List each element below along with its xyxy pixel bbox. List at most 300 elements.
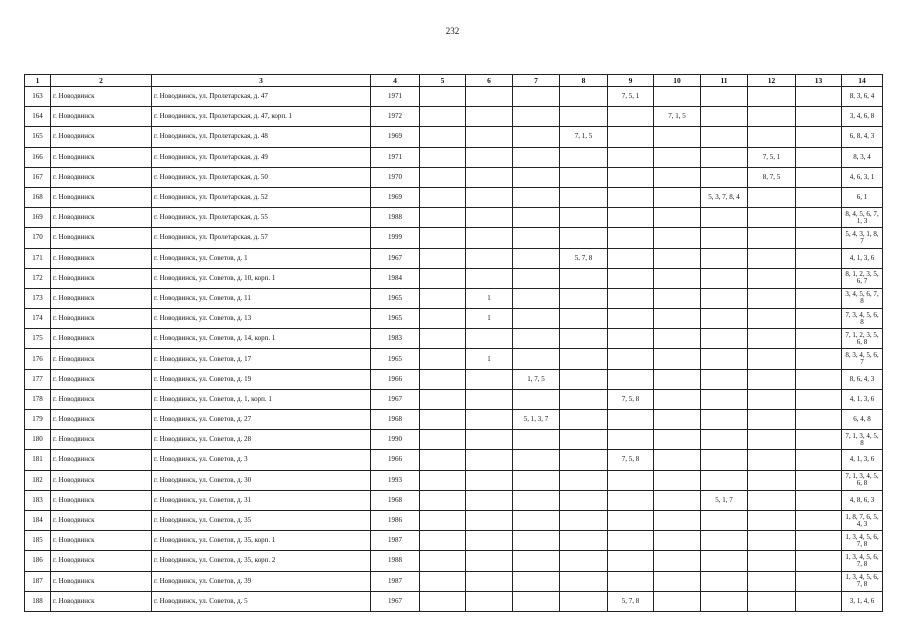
- table-cell-col-11: [701, 349, 748, 369]
- table-cell-col-5: [420, 127, 466, 147]
- table-cell-col-12: [748, 510, 796, 530]
- table-cell-col-8: [560, 551, 608, 571]
- table-cell-col-9: 7, 5, 8: [608, 450, 654, 470]
- table-cell-col-10: [654, 389, 701, 409]
- table-cell-col-7: [513, 288, 560, 308]
- table-cell-col-8: [560, 369, 608, 389]
- table-cell-col-10: [654, 187, 701, 207]
- table-cell-col-2: г. Новодвинск: [51, 107, 152, 127]
- table-row: [25, 208, 883, 228]
- table-cell-col-1: 188: [25, 591, 51, 611]
- table-cell-col-5: [420, 450, 466, 470]
- table-cell-col-7: [513, 208, 560, 228]
- table-cell-col-14: 6, 8, 4, 3: [842, 127, 883, 147]
- table-cell-col-7: [513, 591, 560, 611]
- table-cell-col-4: 1966: [371, 450, 420, 470]
- table-cell-col-3: г. Новодвинск, ул. Пролетарская, д. 57: [152, 228, 371, 248]
- table-cell-col-8: [560, 591, 608, 611]
- table-cell-col-10: [654, 147, 701, 167]
- table-cell-col-11: [701, 531, 748, 551]
- table-cell-col-3: г. Новодвинск, ул. Пролетарская, д. 52: [152, 187, 371, 207]
- table-cell-col-14: 7, 1, 3, 4, 5, 6, 8: [842, 470, 883, 490]
- table-cell-col-13: [796, 228, 842, 248]
- column-header-9: 9: [608, 75, 654, 87]
- table-cell-col-5: [420, 268, 466, 288]
- table-cell-col-3: г. Новодвинск, ул. Советов, д. 35: [152, 510, 371, 530]
- table-cell-col-1: 168: [25, 187, 51, 207]
- table-row: [25, 187, 883, 207]
- table-cell-col-11: [701, 329, 748, 349]
- table-cell-col-1: 172: [25, 268, 51, 288]
- table-cell-col-2: г. Новодвинск: [51, 309, 152, 329]
- table-cell-col-12: [748, 187, 796, 207]
- table-cell-col-5: [420, 389, 466, 409]
- table-cell-col-5: [420, 228, 466, 248]
- table-cell-col-10: [654, 228, 701, 248]
- table-cell-col-13: [796, 369, 842, 389]
- table-cell-col-9: [608, 167, 654, 187]
- table-cell-col-7: [513, 268, 560, 288]
- table-cell-col-9: [608, 147, 654, 167]
- table-cell-col-4: 1968: [371, 490, 420, 510]
- table-cell-col-6: [466, 369, 513, 389]
- table-cell-col-3: г. Новодвинск, ул. Советов, д. 39: [152, 571, 371, 591]
- table-cell-col-6: [466, 410, 513, 430]
- table-row: [25, 551, 883, 571]
- table-cell-col-4: 1965: [371, 309, 420, 329]
- table-cell-col-14: 4, 8, 6, 3: [842, 490, 883, 510]
- table-row: [25, 510, 883, 530]
- table-cell-col-12: [748, 208, 796, 228]
- table-cell-col-14: 5, 4, 3, 1, 8, 7: [842, 228, 883, 248]
- table-cell-col-2: г. Новодвинск: [51, 288, 152, 308]
- table-cell-col-3: г. Новодвинск, ул. Советов, д. 35, корп. 1: [152, 531, 371, 551]
- table-cell-col-9: [608, 490, 654, 510]
- table-cell-col-8: [560, 268, 608, 288]
- table-cell-col-5: [420, 248, 466, 268]
- table-cell-col-5: [420, 510, 466, 530]
- table-cell-col-14: 3, 4, 5, 6, 7, 8: [842, 288, 883, 308]
- table-cell-col-14: 8, 6, 4, 3: [842, 369, 883, 389]
- table-cell-col-14: 8, 1, 2, 3, 5, 6, 7: [842, 268, 883, 288]
- table-cell-col-4: 1968: [371, 410, 420, 430]
- table-cell-col-9: [608, 288, 654, 308]
- table-cell-col-3: г. Новодвинск, ул. Советов, д. 1: [152, 248, 371, 268]
- table-cell-col-14: 7, 1, 3, 4, 5, 8: [842, 430, 883, 450]
- table-cell-col-6: [466, 167, 513, 187]
- table-cell-col-13: [796, 187, 842, 207]
- table-cell-col-5: [420, 490, 466, 510]
- table-cell-col-13: [796, 450, 842, 470]
- table-cell-col-1: 166: [25, 147, 51, 167]
- table-cell-col-4: 1965: [371, 288, 420, 308]
- column-header-4: 4: [371, 75, 420, 87]
- table-cell-col-13: [796, 571, 842, 591]
- table-cell-col-6: [466, 531, 513, 551]
- table-cell-col-14: 1, 3, 4, 5, 6, 7, 8: [842, 551, 883, 571]
- table-cell-col-10: [654, 591, 701, 611]
- table-cell-col-11: [701, 228, 748, 248]
- table-cell-col-11: [701, 369, 748, 389]
- table-cell-col-7: [513, 248, 560, 268]
- table-cell-col-14: 4, 1, 3, 6: [842, 450, 883, 470]
- table-cell-col-11: [701, 248, 748, 268]
- table-cell-col-12: [748, 127, 796, 147]
- table-cell-col-12: [748, 248, 796, 268]
- table-cell-col-6: 1: [466, 349, 513, 369]
- table-cell-col-2: г. Новодвинск: [51, 87, 152, 107]
- table-cell-col-5: [420, 329, 466, 349]
- table-cell-col-13: [796, 268, 842, 288]
- table-cell-col-10: [654, 268, 701, 288]
- column-header-10: 10: [654, 75, 701, 87]
- table-cell-col-5: [420, 167, 466, 187]
- table-cell-col-12: [748, 369, 796, 389]
- table-cell-col-12: [748, 551, 796, 571]
- table-cell-col-9: [608, 329, 654, 349]
- table-cell-col-13: [796, 329, 842, 349]
- table-cell-col-5: [420, 531, 466, 551]
- table-cell-col-4: 1988: [371, 551, 420, 571]
- table-cell-col-7: [513, 430, 560, 450]
- table-cell-col-2: г. Новодвинск: [51, 147, 152, 167]
- table-body: [25, 87, 883, 612]
- table-cell-col-3: г. Новодвинск, ул. Советов, д. 31: [152, 490, 371, 510]
- table-cell-col-14: 1, 3, 4, 5, 6, 7, 8: [842, 571, 883, 591]
- table-cell-col-9: [608, 430, 654, 450]
- table-cell-col-6: [466, 490, 513, 510]
- table-cell-col-3: г. Новодвинск, ул. Пролетарская, д. 47, корп. 1: [152, 107, 371, 127]
- table-cell-col-14: 8, 3, 6, 4: [842, 87, 883, 107]
- table-row: [25, 127, 883, 147]
- table-row: [25, 309, 883, 329]
- table-cell-col-5: [420, 147, 466, 167]
- table-cell-col-7: [513, 531, 560, 551]
- table-cell-col-1: 179: [25, 410, 51, 430]
- table-cell-col-4: 1967: [371, 248, 420, 268]
- table-cell-col-1: 170: [25, 228, 51, 248]
- table-row: [25, 531, 883, 551]
- table-cell-col-8: [560, 470, 608, 490]
- table-row: [25, 369, 883, 389]
- table-cell-col-8: [560, 389, 608, 409]
- table-cell-col-1: 171: [25, 248, 51, 268]
- table-cell-col-4: 1965: [371, 349, 420, 369]
- table-cell-col-1: 174: [25, 309, 51, 329]
- table-cell-col-12: [748, 450, 796, 470]
- table-cell-col-11: [701, 571, 748, 591]
- table-cell-col-7: [513, 470, 560, 490]
- table-cell-col-12: [748, 87, 796, 107]
- table-cell-col-4: 1987: [371, 531, 420, 551]
- table-cell-col-10: 7, 1, 5: [654, 107, 701, 127]
- table-cell-col-11: 5, 3, 7, 8, 4: [701, 187, 748, 207]
- table-cell-col-12: 7, 5, 1: [748, 147, 796, 167]
- table-cell-col-8: [560, 490, 608, 510]
- table-cell-col-2: г. Новодвинск: [51, 369, 152, 389]
- table-cell-col-1: 187: [25, 571, 51, 591]
- table-cell-col-6: [466, 248, 513, 268]
- table-cell-col-14: 1, 3, 4, 5, 6, 7, 8: [842, 531, 883, 551]
- table-cell-col-5: [420, 288, 466, 308]
- table-cell-col-7: [513, 127, 560, 147]
- table-cell-col-2: г. Новодвинск: [51, 127, 152, 147]
- table-row: [25, 288, 883, 308]
- table-cell-col-13: [796, 510, 842, 530]
- table-cell-col-2: г. Новодвинск: [51, 228, 152, 248]
- table-cell-col-11: [701, 551, 748, 571]
- table-cell-col-7: [513, 510, 560, 530]
- table-row: [25, 329, 883, 349]
- table-cell-col-11: [701, 127, 748, 147]
- table-cell-col-3: г. Новодвинск, ул. Советов, д. 10, корп. 1: [152, 268, 371, 288]
- table-cell-col-3: г. Новодвинск, ул. Советов, д. 27: [152, 410, 371, 430]
- table-cell-col-6: [466, 329, 513, 349]
- table-cell-col-6: [466, 571, 513, 591]
- table-cell-col-1: 164: [25, 107, 51, 127]
- table-cell-col-12: [748, 107, 796, 127]
- table-cell-col-12: [748, 228, 796, 248]
- table-cell-col-1: 173: [25, 288, 51, 308]
- table-cell-col-14: 7, 1, 2, 3, 5, 6, 8: [842, 329, 883, 349]
- table-cell-col-8: [560, 87, 608, 107]
- table-row: [25, 591, 883, 611]
- table-row: [25, 268, 883, 288]
- column-header-11: 11: [701, 75, 748, 87]
- table-cell-col-10: [654, 369, 701, 389]
- table-cell-col-10: [654, 430, 701, 450]
- table-cell-col-11: [701, 288, 748, 308]
- column-header-12: 12: [748, 75, 796, 87]
- table-cell-col-14: 8, 3, 4, 5, 6, 7: [842, 349, 883, 369]
- table-cell-col-10: [654, 167, 701, 187]
- table-cell-col-13: [796, 309, 842, 329]
- table-row: [25, 248, 883, 268]
- table-cell-col-8: [560, 510, 608, 530]
- table-cell-col-5: [420, 208, 466, 228]
- table-cell-col-3: г. Новодвинск, ул. Советов, д. 11: [152, 288, 371, 308]
- table-cell-col-6: [466, 87, 513, 107]
- table-row: [25, 87, 883, 107]
- table-cell-col-8: [560, 208, 608, 228]
- table-cell-col-8: [560, 228, 608, 248]
- table-cell-col-2: г. Новодвинск: [51, 208, 152, 228]
- table-cell-col-3: г. Новодвинск, ул. Пролетарская, д. 49: [152, 147, 371, 167]
- table-cell-col-12: [748, 430, 796, 450]
- table-cell-col-8: [560, 329, 608, 349]
- table-cell-col-3: г. Новодвинск, ул. Советов, д. 19: [152, 369, 371, 389]
- table-cell-col-11: [701, 389, 748, 409]
- table-cell-col-2: г. Новодвинск: [51, 450, 152, 470]
- table-cell-col-14: 4, 6, 3, 1: [842, 167, 883, 187]
- table-cell-col-14: 6, 4, 8: [842, 410, 883, 430]
- table-cell-col-5: [420, 571, 466, 591]
- table-cell-col-6: [466, 208, 513, 228]
- table-cell-col-3: г. Новодвинск, ул. Советов, д. 1, корп. 1: [152, 389, 371, 409]
- table-cell-col-13: [796, 107, 842, 127]
- table-cell-col-9: [608, 248, 654, 268]
- table-cell-col-3: г. Новодвинск, ул. Советов, д. 28: [152, 430, 371, 450]
- table-cell-col-8: 5, 7, 8: [560, 248, 608, 268]
- column-header-6: 6: [466, 75, 513, 87]
- table-cell-col-3: г. Новодвинск, ул. Советов, д. 13: [152, 309, 371, 329]
- table-cell-col-4: 1993: [371, 470, 420, 490]
- table-cell-col-6: [466, 470, 513, 490]
- table-cell-col-13: [796, 389, 842, 409]
- column-header-5: 5: [420, 75, 466, 87]
- table-cell-col-8: [560, 107, 608, 127]
- table-cell-col-2: г. Новодвинск: [51, 167, 152, 187]
- table-cell-col-2: г. Новодвинск: [51, 551, 152, 571]
- table-cell-col-9: [608, 187, 654, 207]
- table-cell-col-5: [420, 410, 466, 430]
- page-number: 232: [445, 26, 460, 36]
- table-cell-col-1: 163: [25, 87, 51, 107]
- table-cell-col-12: [748, 309, 796, 329]
- table-cell-col-8: [560, 450, 608, 470]
- table-row: [25, 167, 883, 187]
- table-cell-col-9: 7, 5, 8: [608, 389, 654, 409]
- table-cell-col-4: 1990: [371, 430, 420, 450]
- table-cell-col-13: [796, 551, 842, 571]
- table-cell-col-14: 1, 8, 7, 6, 5, 4, 3: [842, 510, 883, 530]
- table-cell-col-1: 177: [25, 369, 51, 389]
- table-cell-col-11: [701, 510, 748, 530]
- table-cell-col-7: [513, 450, 560, 470]
- table-cell-col-6: [466, 228, 513, 248]
- table-cell-col-5: [420, 187, 466, 207]
- table-cell-col-2: г. Новодвинск: [51, 430, 152, 450]
- table-cell-col-2: г. Новодвинск: [51, 329, 152, 349]
- table-cell-col-13: [796, 127, 842, 147]
- table-cell-col-6: [466, 551, 513, 571]
- table-row: [25, 410, 883, 430]
- table-cell-col-11: [701, 167, 748, 187]
- column-header-3: 3: [152, 75, 371, 87]
- table-cell-col-1: 185: [25, 531, 51, 551]
- table-cell-col-11: [701, 268, 748, 288]
- table-cell-col-9: [608, 571, 654, 591]
- table-row: [25, 571, 883, 591]
- table-cell-col-4: 1986: [371, 510, 420, 530]
- table-cell-col-10: [654, 510, 701, 530]
- table-cell-col-3: г. Новодвинск, ул. Пролетарская, д. 55: [152, 208, 371, 228]
- table-cell-col-11: [701, 591, 748, 611]
- table-cell-col-12: [748, 410, 796, 430]
- table-cell-col-14: 8, 3, 4: [842, 147, 883, 167]
- table-cell-col-10: [654, 410, 701, 430]
- table-cell-col-2: г. Новодвинск: [51, 591, 152, 611]
- table-cell-col-12: [748, 389, 796, 409]
- table-cell-col-8: [560, 288, 608, 308]
- table-row: [25, 349, 883, 369]
- table-cell-col-6: [466, 450, 513, 470]
- table-cell-col-10: [654, 329, 701, 349]
- table-cell-col-13: [796, 591, 842, 611]
- table-cell-col-11: [701, 208, 748, 228]
- table-row: [25, 450, 883, 470]
- table-cell-col-6: [466, 591, 513, 611]
- table-cell-col-13: [796, 470, 842, 490]
- table-row: [25, 470, 883, 490]
- table-cell-col-7: 5, 1, 3, 7: [513, 410, 560, 430]
- table-cell-col-5: [420, 309, 466, 329]
- table-cell-col-3: г. Новодвинск, ул. Советов, д. 30: [152, 470, 371, 490]
- table-cell-col-7: [513, 167, 560, 187]
- table-cell-col-1: 183: [25, 490, 51, 510]
- table-cell-col-11: [701, 309, 748, 329]
- table-cell-col-6: 1: [466, 309, 513, 329]
- table-cell-col-9: [608, 349, 654, 369]
- table-cell-col-4: 1969: [371, 187, 420, 207]
- table-cell-col-6: [466, 147, 513, 167]
- table-cell-col-6: [466, 430, 513, 450]
- table-cell-col-9: [608, 551, 654, 571]
- table-cell-col-7: 1, 7, 5: [513, 369, 560, 389]
- table-cell-col-10: [654, 288, 701, 308]
- table-cell-col-6: [466, 107, 513, 127]
- table-cell-col-6: 1: [466, 288, 513, 308]
- table-cell-col-13: [796, 349, 842, 369]
- table-row: [25, 389, 883, 409]
- table-cell-col-13: [796, 208, 842, 228]
- column-header-2: 2: [51, 75, 152, 87]
- table-cell-col-9: [608, 531, 654, 551]
- table-cell-col-9: [608, 470, 654, 490]
- table-cell-col-1: 175: [25, 329, 51, 349]
- table-cell-col-8: [560, 187, 608, 207]
- table-cell-col-7: [513, 329, 560, 349]
- table-cell-col-2: г. Новодвинск: [51, 349, 152, 369]
- column-header-14: 14: [842, 75, 883, 87]
- table-cell-col-13: [796, 147, 842, 167]
- table-cell-col-5: [420, 107, 466, 127]
- table-cell-col-9: [608, 309, 654, 329]
- table-cell-col-7: [513, 349, 560, 369]
- table-cell-col-11: [701, 430, 748, 450]
- table-cell-col-2: г. Новодвинск: [51, 490, 152, 510]
- table-cell-col-13: [796, 410, 842, 430]
- table-cell-col-9: [608, 107, 654, 127]
- table-cell-col-13: [796, 87, 842, 107]
- data-table: [24, 74, 883, 612]
- table-cell-col-12: [748, 268, 796, 288]
- table-cell-col-5: [420, 87, 466, 107]
- table-cell-col-14: 7, 3, 4, 5, 6, 8: [842, 309, 883, 329]
- table-cell-col-9: [608, 127, 654, 147]
- table-row: [25, 107, 883, 127]
- table-cell-col-8: [560, 410, 608, 430]
- table-cell-col-5: [420, 349, 466, 369]
- table-cell-col-2: г. Новодвинск: [51, 248, 152, 268]
- table-cell-col-14: 4, 1, 3, 6: [842, 248, 883, 268]
- table-cell-col-13: [796, 430, 842, 450]
- table-cell-col-6: [466, 187, 513, 207]
- table-cell-col-7: [513, 147, 560, 167]
- table-cell-col-10: [654, 87, 701, 107]
- table-header-row: [25, 75, 883, 87]
- table-cell-col-10: [654, 450, 701, 470]
- table-cell-col-11: [701, 470, 748, 490]
- table-cell-col-2: г. Новодвинск: [51, 571, 152, 591]
- table-cell-col-5: [420, 551, 466, 571]
- table-cell-col-13: [796, 167, 842, 187]
- table-cell-col-11: [701, 107, 748, 127]
- table-cell-col-9: 5, 7, 8: [608, 591, 654, 611]
- table-cell-col-10: [654, 127, 701, 147]
- table-cell-col-4: 1999: [371, 228, 420, 248]
- table-cell-col-11: [701, 147, 748, 167]
